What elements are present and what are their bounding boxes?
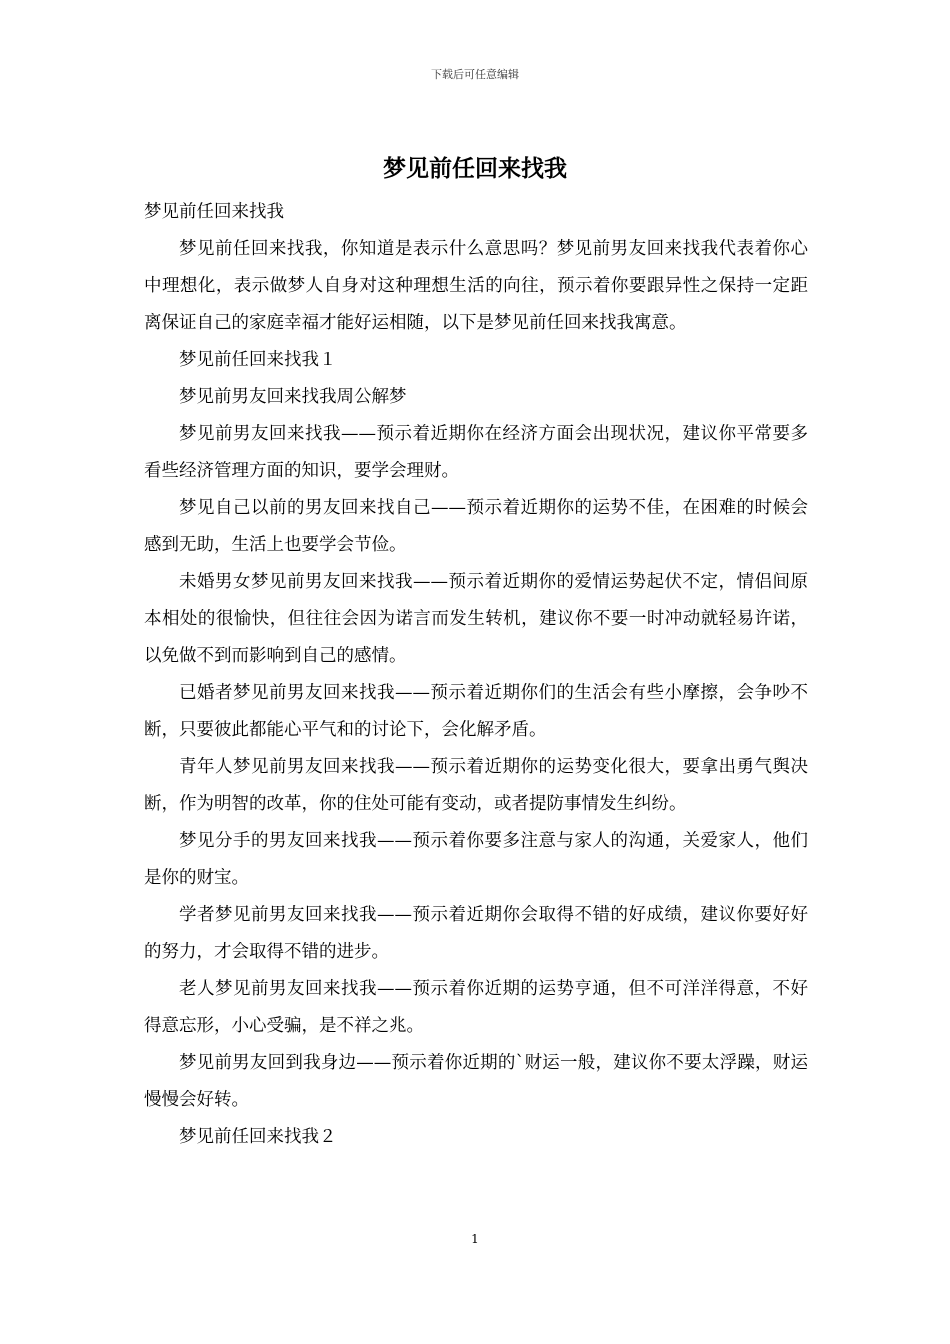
paragraph: 梦见前任回来找我 xyxy=(144,202,284,222)
paragraph: 梦见前男友回来找我——预示着近期你在经济方面会出现状况，建议你平常要多看些经济管理方面的知识，要学会理财。 xyxy=(144,424,808,481)
paragraph: 学者梦见前男友回来找我——预示着近期你会取得不错的好成绩，建议你要好好的努力，才会取得不错的进步。 xyxy=(144,905,808,962)
paragraph: 未婚男女梦见前男友回来找我——预示着近期你的爱情运势起伏不定，情侣间原本相处的很愉快，但往往会因为诺言而发生转机，建议你不要一时冲动就轻易许诺，以免做不到而影响到自己的感情。 xyxy=(144,572,808,666)
page-number: 1 xyxy=(471,1232,479,1246)
paragraph: 已婚者梦见前男友回来找我——预示着近期你们的生活会有些小摩擦，会争吵不断，只要彼此都能心平气和的讨论下，会化解矛盾。 xyxy=(144,683,808,740)
paragraph: 梦见自己以前的男友回来找自己——预示着近期你的运势不佳，在困难的时候会感到无助，生活上也要学会节俭。 xyxy=(144,498,808,555)
paragraph: 青年人梦见前男友回来找我——预示着近期你的运势变化很大，要拿出勇气舆决断，作为明智的改革，你的住处可能有变动，或者提防事情发生纠纷。 xyxy=(144,757,808,814)
document-title: 梦见前任回来找我 xyxy=(383,156,567,182)
paragraph: 梦见分手的男友回来找我——预示着你要多注意与家人的沟通，关爱家人，他们是你的财宝。 xyxy=(144,831,808,888)
section-heading: 梦见前任回来找我１ xyxy=(179,350,337,370)
section-heading: 梦见前任回来找我２ xyxy=(179,1127,337,1147)
subsection-heading: 梦见前男友回来找我周公解梦 xyxy=(179,387,407,407)
paragraph: 老人梦见前男友回来找我——预示着你近期的运势亨通，但不可洋洋得意，不好得意忘形，小心受骗，是不祥之兆。 xyxy=(144,979,808,1036)
paragraph: 梦见前男友回到我身边——预示着你近期的`财运一般，建议你不要太浮躁，财运慢慢会好转。 xyxy=(144,1053,808,1110)
paragraph: 梦见前任回来找我，你知道是表示什么意思吗？梦见前男友回来找我代表着你心中理想化，表示做梦人自身对这种理想生活的向往，预示着你要跟异性之保持一定距离保证自己的家庭幸福才能好运相随，以下是梦见前任回来找我寓意。 xyxy=(144,239,808,333)
header-note: 下载后可任意编辑 xyxy=(431,68,519,81)
document-body xyxy=(144,194,808,1156)
